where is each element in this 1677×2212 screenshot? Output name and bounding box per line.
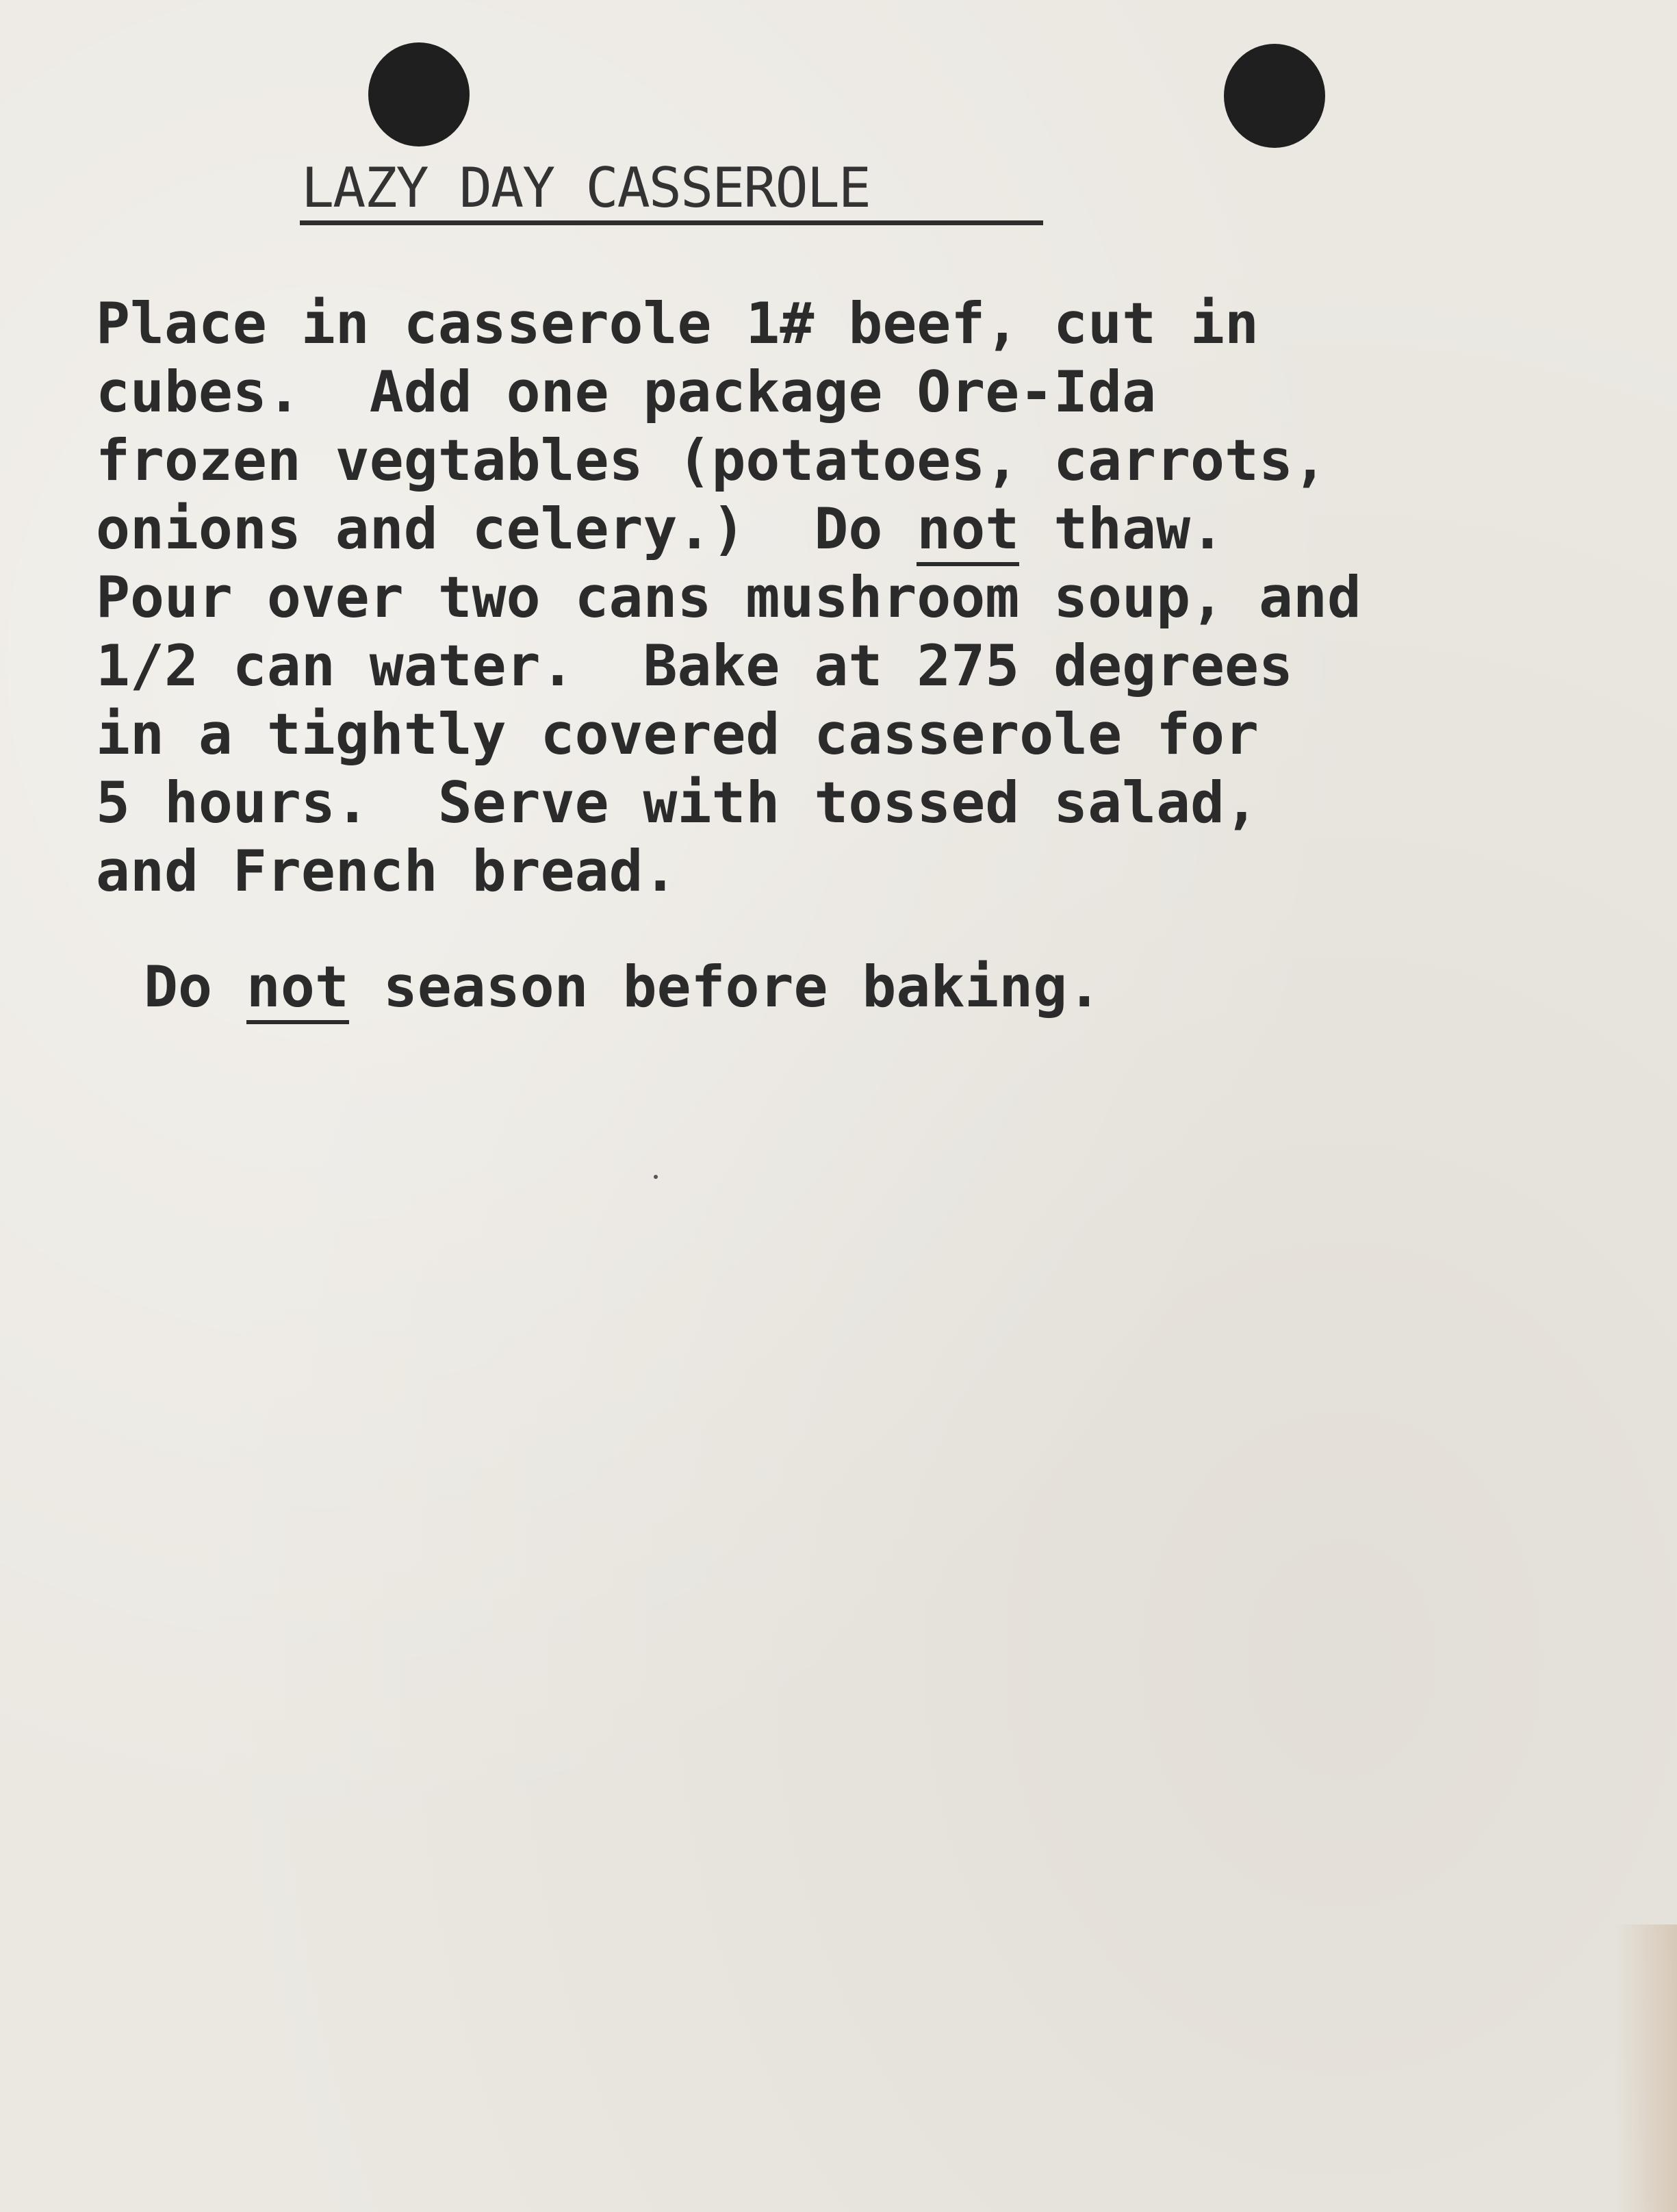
instruction-line: frozen vegtables (potatoes, carrots,: [96, 427, 1327, 494]
punch-hole-left: [368, 42, 470, 147]
instruction-line: Place in casserole 1# beef, cut in: [96, 290, 1259, 357]
punch-hole-right: [1224, 44, 1325, 148]
instruction-line: Pour over two cans mushroom soup, and: [96, 564, 1361, 631]
ink-speck: [654, 1175, 658, 1179]
note-text: season before baking.: [348, 954, 1102, 1020]
instruction-line: cubes. Add one package Ore-Ida: [96, 359, 1157, 425]
instruction-line: 1/2 can water. Bake at 275 degrees: [96, 633, 1293, 699]
edge-stain: [1615, 1924, 1677, 2212]
emphasis-not: not: [246, 954, 349, 1024]
recipe-instructions: [96, 290, 1643, 906]
emphasis-not: not: [917, 496, 1019, 566]
note-text: Do: [144, 954, 246, 1020]
title-underline: [300, 220, 1043, 225]
instruction-line: [96, 495, 1643, 563]
instruction-line: 5 hours. Serve with tossed salad,: [96, 770, 1259, 836]
recipe-note: [144, 953, 1101, 1021]
instruction-line: and French bread.: [96, 838, 678, 904]
instruction-line: in a tightly covered casserole for: [96, 701, 1259, 767]
instruction-text: thaw.: [1019, 496, 1225, 562]
instruction-text: onions and celery.) Do: [96, 496, 917, 562]
recipe-title: LAZY DAY CASSEROLE: [301, 156, 870, 220]
